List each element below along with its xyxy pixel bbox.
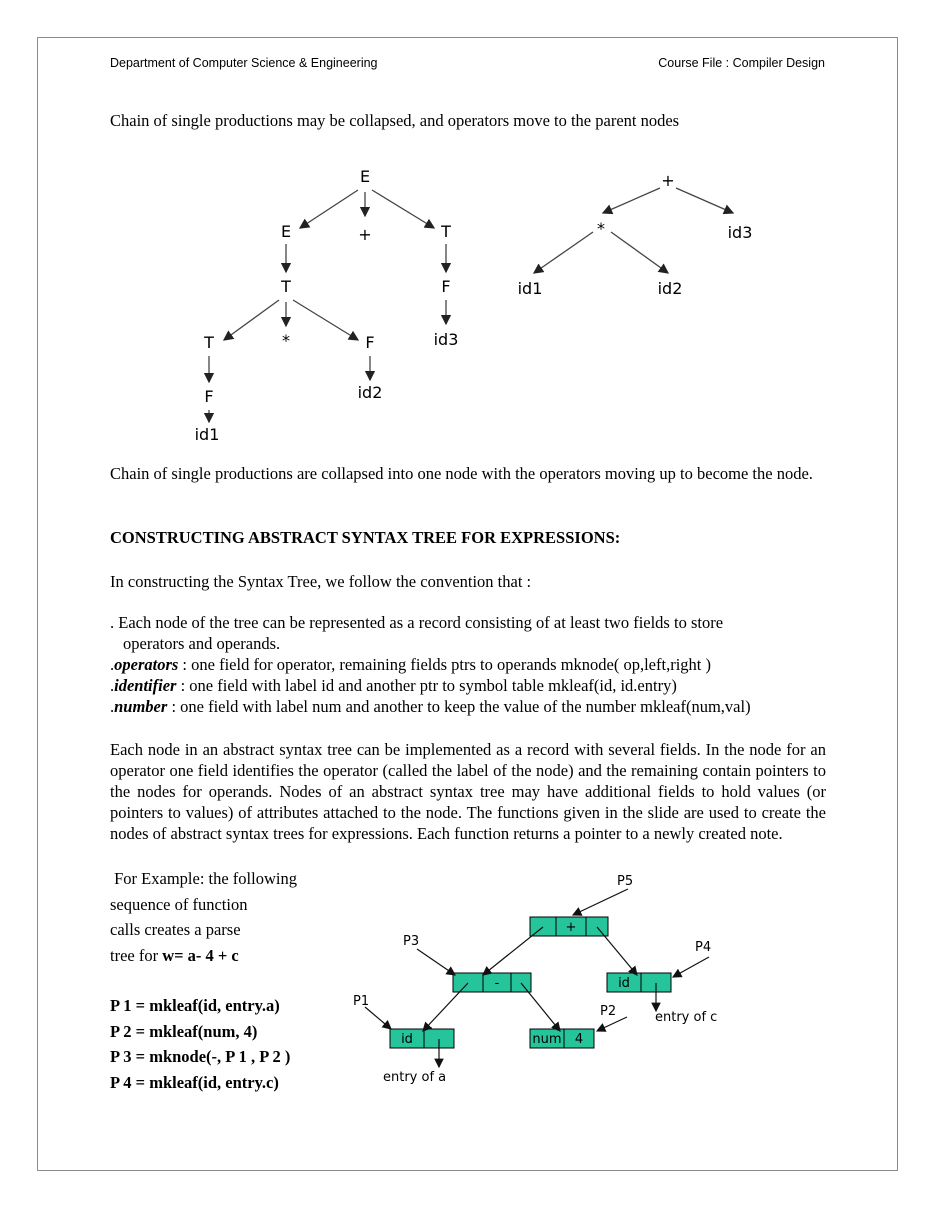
header-course: Course File : Compiler Design bbox=[658, 56, 825, 70]
field-identifier: .identifier : one field with label id and another ptr to symbol table mkleaf(id, id.entry) bbox=[110, 676, 677, 695]
example-text bbox=[110, 866, 297, 968]
edge bbox=[372, 190, 434, 228]
call-line: P 1 = mkleaf(id, entry.a) bbox=[110, 996, 280, 1015]
pointer-arrow bbox=[673, 957, 709, 977]
intro-text: Chain of single productions may be collapsed, and operators move to the parent nodes bbox=[110, 111, 680, 130]
record-cell bbox=[453, 973, 483, 992]
example-line: tree for w= a- 4 + c bbox=[110, 945, 239, 965]
call-line: P 2 = mkleaf(num, 4) bbox=[110, 1021, 258, 1041]
ast-paragraph: Each node in an abstract syntax tree can be implemented as a record with several fields. In the node for an operator one field identifies the operator (called the label of the node) and the remaining contain pointers to the nodes for operands. Nodes of an abstract syntax tree may have additional fields to hold values (or pointers to values) of attributes attached to the node. The functions given in the slide are used to create the nodes of abstract syntax trees for expressions. Each function returns a pointer to a newly created note. bbox=[110, 740, 826, 843]
edge bbox=[300, 190, 358, 228]
node-F-left: F bbox=[204, 387, 214, 406]
label-id-a: id bbox=[401, 1032, 413, 1047]
node-id2: id2 bbox=[357, 383, 383, 402]
label-entry-a: entry of a bbox=[383, 1070, 447, 1085]
pointer-arrow bbox=[423, 983, 468, 1031]
label-p5: P5 bbox=[617, 874, 634, 889]
convention-text: In constructing the Syntax Tree, we follow the convention that : bbox=[110, 572, 532, 591]
pointer-arrow bbox=[597, 1017, 627, 1031]
ast-id1: id1 bbox=[517, 279, 543, 298]
ast-id3: id3 bbox=[727, 223, 753, 242]
field-number: .number : one field with label num and another to keep the value of the number mkleaf(num,val) bbox=[110, 697, 751, 716]
pointer-arrow bbox=[483, 927, 543, 975]
label-p2: P2 bbox=[600, 1004, 617, 1019]
edge bbox=[603, 188, 660, 213]
label-p3: P3 bbox=[403, 934, 420, 949]
node-T-left: T bbox=[204, 333, 214, 352]
pointer-arrow bbox=[597, 927, 637, 975]
node-F-mid: F bbox=[365, 333, 375, 352]
pointer-arrow bbox=[365, 1007, 391, 1029]
record-line-1: . Each node of the tree can be represented as a record consisting of at least two fields to store bbox=[110, 613, 724, 632]
label-four: 4 bbox=[574, 1032, 584, 1047]
node-star: * bbox=[282, 331, 290, 350]
header-department: Department of Computer Science & Engineering bbox=[110, 56, 378, 70]
record-diagram bbox=[345, 865, 765, 1095]
node-id3: id3 bbox=[433, 330, 459, 349]
label-p4: P4 bbox=[695, 940, 712, 955]
ast-id2: id2 bbox=[657, 279, 683, 298]
pointer-arrow bbox=[521, 983, 560, 1031]
label-num: num bbox=[532, 1032, 562, 1047]
call-line: P 3 = mknode(-, P 1 , P 2 ) bbox=[110, 1047, 291, 1066]
record-cell bbox=[511, 973, 531, 992]
edge bbox=[611, 232, 668, 273]
collapse-note: Chain of single productions are collapsed into one node with the operators moving up to become the node. bbox=[110, 464, 813, 483]
edge bbox=[293, 300, 358, 340]
example-line: calls creates a parse bbox=[110, 920, 241, 939]
ast-plus: + bbox=[661, 171, 675, 190]
label-id-c: id bbox=[618, 976, 630, 991]
section-heading: CONSTRUCTING ABSTRACT SYNTAX TREE FOR EXPRESSIONS: bbox=[110, 528, 621, 547]
ast-star: * bbox=[597, 219, 605, 238]
field-operators: .operators : one field for operator, remaining fields ptrs to operands mknode( op,left,right ) bbox=[110, 655, 711, 674]
record-cell bbox=[530, 917, 556, 936]
function-calls bbox=[110, 993, 290, 1095]
node-T-right: T bbox=[441, 222, 451, 241]
label-minus: - bbox=[494, 976, 500, 991]
record-line-2: operators and operands. bbox=[123, 634, 281, 653]
call-line: P 4 = mkleaf(id, entry.c) bbox=[110, 1072, 279, 1092]
label-plus: + bbox=[565, 920, 577, 935]
example-line: sequence of function bbox=[110, 894, 248, 914]
node-E-left: E bbox=[280, 222, 292, 241]
pointer-arrow bbox=[417, 949, 455, 975]
node-id1: id1 bbox=[194, 425, 220, 444]
node-F-right: F bbox=[441, 277, 451, 296]
edge bbox=[676, 188, 733, 213]
label-entry-c: entry of c bbox=[655, 1010, 718, 1025]
record-description bbox=[110, 612, 826, 717]
node-plus: + bbox=[358, 225, 372, 244]
label-p1: P1 bbox=[353, 994, 370, 1009]
record-cell bbox=[586, 917, 608, 936]
pointer-arrow bbox=[573, 889, 628, 915]
example-line: For Example: the following bbox=[110, 869, 297, 888]
edge bbox=[534, 232, 593, 273]
node-E-root: E bbox=[359, 167, 371, 186]
parse-tree-diagram bbox=[180, 160, 780, 450]
edge bbox=[224, 300, 279, 340]
node-T-mid: T bbox=[281, 277, 291, 296]
